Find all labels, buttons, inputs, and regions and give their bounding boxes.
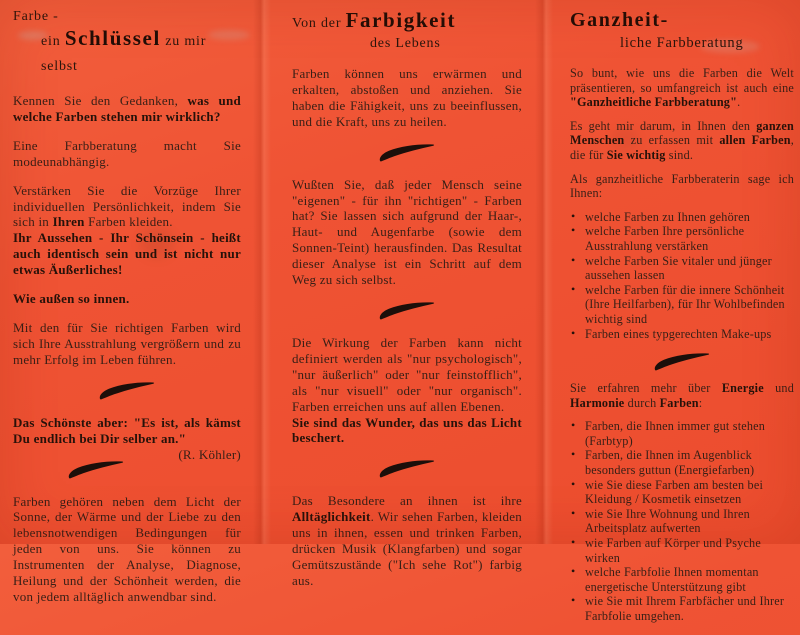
brush-stroke-separator [570,352,794,371]
text-run: Die Wirkung der Farben kann nicht definiert werden als "nur psychologisch", "nur äußerlich" oder "nur feinstofflich", als "nur visuell" oder "nur organisch". Farben erreichen uns auf allen Ebenen. [292,334,522,414]
bullet-icon: • [571,535,576,550]
brochure-panel-right [570,8,794,635]
text-run: Mit den für Sie richtigen Farben wird sich Ihre Ausstrahlung vergrößern und zu mehr Erfolg im Leben führen. [13,319,241,367]
fold-crease-right [535,0,553,544]
text-run: ganzen Menschen [570,118,794,148]
bullet-item [570,594,794,623]
panel-title-line2 [13,26,241,79]
text-run: Farbigkeit [345,8,457,32]
paragraph [570,66,794,110]
panel-body [292,66,522,589]
brush-stroke-icon [378,459,436,478]
brush-stroke-separator [292,143,522,162]
bullet-icon: • [571,325,576,340]
text-run: . Wir sehen Farben, kleiden uns in ihnen, essen und trinken Farben, drücken Musik (Klangfarben) und sogar Gemütszustände ("Ich sehe Rot") farbig aus. [292,509,522,588]
paragraph [570,119,794,163]
quote-paragraph [13,414,241,462]
brush-stroke-separator [292,301,522,320]
brush-stroke-icon [98,381,156,400]
bullet-item [570,565,794,594]
panel-title-line2 [292,36,522,52]
text-run: Schlüssel [64,26,161,50]
text-run: Ihr Aussehen - Ihr Schönsein - heißt auch identisch sein und ist nicht nur etwas Äußerliches! [13,230,241,278]
fold-crease-left [253,0,271,544]
panel-body [13,93,241,605]
bullet-item [570,210,794,225]
bullet-item [570,536,794,565]
paragraph [13,320,241,368]
paragraph [13,93,241,125]
text-run: Es geht mir darum, in Ihnen den [570,118,757,133]
bullet-item [570,327,794,342]
bullet-text: wie Sie diese Farben am besten bei Kleidung / Kosmetik einsetzen [585,477,764,507]
text-run: "Ganzheitliche Farbberatung" [570,95,738,110]
bullet-text: welche Farben Ihre persönliche Ausstrahlung verstärken [585,224,745,253]
paragraph [570,381,794,410]
brush-stroke-separator [292,459,522,478]
text-run: Das Schönste aber: "Es ist, als kämst Du endlich bei Dir selber an." [13,414,241,446]
brush-stroke-icon [653,352,711,371]
bullet-icon: • [571,564,576,579]
text-run: Alltäglichkeit [292,509,371,525]
paragraph [570,172,794,201]
paragraph [292,177,522,288]
text-run: Sie sind das Wunder, das uns das Licht beschert. [292,414,522,446]
bullet-text: welche Farben zu Ihnen gehören [585,209,751,224]
panel-title [570,8,794,52]
bullet-icon: • [571,252,576,267]
bullet-list [570,419,794,623]
text-run: und [763,381,794,396]
text-run: was und welche Farben stehen mir wirklich? [13,93,241,124]
text-run: sind. [665,147,694,162]
text-run: Von der [292,16,346,31]
text-run: zu mir selbst [41,34,207,74]
paragraph [292,335,522,415]
brochure-panel-middle [292,8,522,602]
bullet-item [570,254,794,283]
bullet-text: wie Farben auf Körper und Psyche wirken [585,536,761,565]
bullet-item [570,419,794,448]
bullet-item [570,507,794,536]
bullet-icon: • [571,593,576,608]
text-run: Verstärken Sie die Vorzüge Ihrer individuellen Persönlichkeit, indem Sie sich in [13,182,241,230]
text-run: Eine Farbberatung macht Sie modeunabhängig. [13,137,241,169]
text-run: Farben kleiden. [84,214,173,230]
text-run: Sie erfahren mehr über [570,381,722,396]
text-run: So bunt, wie uns die Farben die Welt präsentieren, so umfangreich ist auch eine [570,66,794,95]
text-run: Wußten Sie, daß jeder Mensch seine "eigenen" - für ihn "richtigen" - Farben hat? Sie lassen sich aufgrund der Haar-, Haut- und Augenfarbe (sowie dem Sonnen-Teint) herausfinden. Das Resultat dieser Analyse ist ein Schritt auf dem Weg zu sich selbst. [292,176,522,288]
text-run: Energie [721,381,764,396]
quote-attribution: (R. Köhler) [178,446,241,462]
panel-title-line1 [13,8,241,26]
text-run: Das Besondere an ihnen ist ihre [292,493,522,509]
text-run: ein [41,34,65,49]
text-run: Als ganzheitliche Farbberaterin sage ich Ihnen: [570,171,794,201]
brush-stroke-icon [67,460,125,479]
bullet-list [570,210,794,341]
bullet-icon: • [571,476,576,491]
text-run: . [737,95,741,110]
bullet-text: Farben eines typgerechten Make-ups [585,326,772,341]
panel-body [570,66,794,624]
panel-title [292,8,522,52]
text-run: Kennen Sie den Gedanken, [13,93,188,108]
bullet-text: welche Farben für die innere Schönheit (Ihre Heilfarben), für Ihr Wohlbefinden wichtig sind [585,282,785,326]
text-run: Ihren [52,214,85,230]
bullet-text: Farben, die Ihnen im Augenblick besonders guttun (Energiefarben) [585,448,755,478]
text-run: Ganzheit- [570,9,669,31]
text-run: : [698,395,703,410]
bullet-icon: • [571,208,576,223]
text-run: , die für [570,133,794,162]
bullet-item [570,224,794,253]
brochure-panel-left [13,8,241,618]
paragraph [292,493,522,588]
bullet-icon: • [571,447,576,462]
paragraph [13,291,241,307]
paragraph [13,183,241,231]
bullet-icon: • [571,281,576,296]
brush-stroke-separator [13,460,178,479]
panel-title-line1 [292,8,522,36]
text-run: Farben [659,395,699,410]
panel-title-line1 [570,8,794,35]
paragraph [13,494,241,605]
text-run: Harmonie [570,395,625,410]
text-run: Wie außen so innen. [13,291,130,307]
bullet-item [570,283,794,327]
text-run: Farben gehören neben dem Licht der Sonne, der Wärme und der Liebe zu den lebensnotwendigen Bedingungen für jeden von uns. Sie können zu Instrumenten der Analyse, Diagnose, Heilung und der Schönheit werden, die von jedem alltäglich anwendbar sind. [13,493,241,604]
text-run: liche Farbberatung [620,35,744,51]
panel-title [13,8,241,79]
text-run: des Lebens [370,36,441,51]
text-run: zu erfassen mit [624,133,720,148]
brush-stroke-icon [378,143,436,162]
paragraph [13,138,241,170]
text-run: allen Farben [719,133,791,148]
bullet-icon: • [571,505,576,520]
text-run: Farben können uns erwärmen und erkalten, abstoßen und anziehen. Sie haben die Fähigkeit, uns zu beeinflussen, und die Kraft, uns zu heilen. [292,66,522,129]
bullet-text: welche Farben Sie vitaler und jünger aussehen lassen [585,253,772,283]
bullet-text: Farben, die Ihnen immer gut stehen (Farbtyp) [585,419,766,448]
paragraph [13,230,241,278]
bullet-icon: • [571,418,576,433]
text-run: Sie wichtig [606,147,666,162]
paragraph [292,66,522,130]
text-run: Farbe - [13,9,59,24]
text-run: durch [624,395,660,410]
bullet-item [570,448,794,477]
bullet-text: wie Sie mit Ihrem Farbfächer und Ihrer Farbfolie umgehen. [585,594,785,623]
bullet-text: wie Sie Ihre Wohnung und Ihren Arbeitsplatz aufwerten [585,506,750,536]
brush-stroke-icon [378,301,436,320]
bullet-icon: • [571,223,576,238]
panel-title-line2 [570,35,794,52]
paragraph [292,415,522,447]
bullet-text: welche Farbfolie Ihnen momentan energetische Unterstützung gibt [585,565,759,594]
brush-stroke-separator [13,381,241,400]
bullet-item [570,478,794,507]
